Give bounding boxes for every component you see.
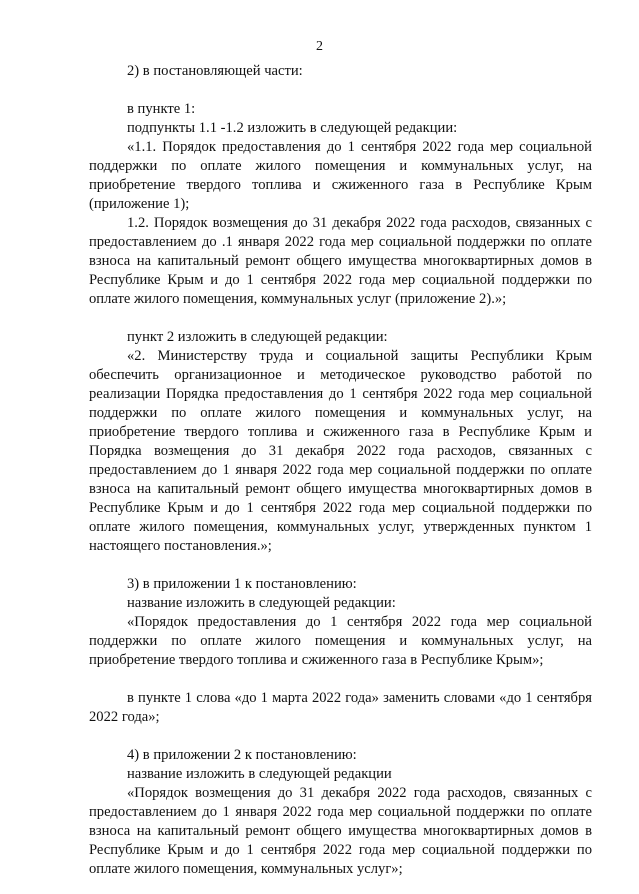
paragraph-punkt-1: в пункте 1: <box>127 101 196 117</box>
paragraph-title-appendix-2: «Порядок возмещения до 31 декабря 2022 года расходов, связанных с предоставлением до 1 января 2022 года мер социальной поддержки по оплате взноса на капитальный ремонт общего имущества многоквартирных домов в Республике Крым и до 1 сентября 2022 года мер социальной поддержки по оплате жилого помещения, коммунальных услуг»; <box>89 785 592 877</box>
paragraph-punkt-2-intro: пункт 2 изложить в следующей редакции: <box>127 329 388 345</box>
blank-line <box>89 670 592 689</box>
paragraph-1-1: «1.1. Порядок предоставления до 1 сентября 2022 года мер социальной поддержки по оплате жилого помещения и коммунальных услуг, на приобретение твердого топлива и сжиженного газа в Республике Крым (приложение 1); <box>89 139 592 212</box>
paragraph-1-2: 1.2. Порядок возмещения до 31 декабря 2022 года расходов, связанных с предоставлением до .1 января 2022 года мер социальной поддержки по оплате взноса на капитальный ремонт общего имущества многоквартирных домов в Республике Крым и до 1 сентября 2022 года мер социальной поддержки по оплате жилого помещения, коммунальных услуг (приложение 2).»; <box>89 215 592 307</box>
blank-line <box>89 309 592 328</box>
paragraph-section-3: 3) в приложении 1 к постановлению: <box>127 576 357 592</box>
paragraph-section-2: 2) в постановляющей части: <box>127 63 303 79</box>
document-body <box>89 62 592 879</box>
blank-line <box>89 556 592 575</box>
paragraph-subpoints-intro: подпункты 1.1 -1.2 изложить в следующей редакции: <box>127 120 458 136</box>
paragraph-title-intro-2: название изложить в следующей редакции <box>127 766 392 782</box>
paragraph-punkt-2: «2. Министерству труда и социальной защиты Республики Крым обеспечить организационное и методическое руководство работой по реализации Порядка предоставления до 1 сентября 2022 года мер социальной поддержки по оплате жилого помещения и коммунальных услуг, на приобретение твердого топлива и сжиженного газа в Республике Крым и Порядка возмещения до 31 декабря 2022 года расходов, связанных с предоставлением до 1 января 2022 года мер социальной поддержки по оплате взноса на капитальный ремонт общего имущества многоквартирных домов в Республике Крым и до 1 сентября 2022 года мер социальной поддержки по оплате жилого помещения, коммунальных услуг, утвержденных пунктом 1 настоящего постановления.»; <box>89 348 592 554</box>
paragraph-title-intro: название изложить в следующей редакции: <box>127 595 396 611</box>
page-number: 2 <box>316 39 323 54</box>
paragraph-punkt-1-replace: в пункте 1 слова «до 1 марта 2022 года» заменить словами «до 1 сентября 2022 года»; <box>89 690 592 725</box>
paragraph-section-4: 4) в приложении 2 к постановлению: <box>127 747 357 763</box>
paragraph-title-appendix-1: «Порядок предоставления до 1 сентября 2022 года мер социальной поддержки по оплате жилого помещения и коммунальных услуг, на приобретение твердого топлива и сжиженного газа в Республике Крым»; <box>89 614 592 668</box>
blank-line <box>89 81 592 100</box>
blank-line <box>89 727 592 746</box>
